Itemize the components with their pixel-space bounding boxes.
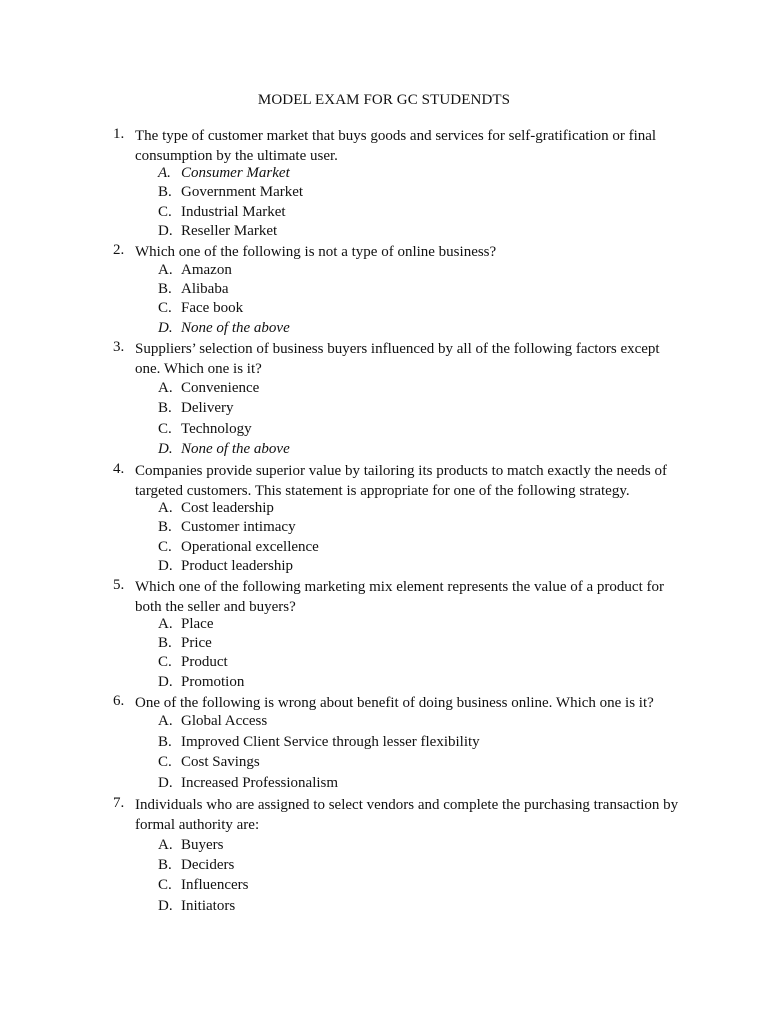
option-2c: [0, 300, 768, 320]
option-letter: C.: [158, 754, 172, 770]
question-number: 5.: [113, 577, 125, 593]
option-text: Deciders: [181, 857, 235, 873]
option-letter: D.: [158, 320, 173, 336]
question-number: 6.: [113, 693, 125, 709]
option-6d: [0, 775, 768, 795]
option-5b: [0, 635, 768, 655]
option-text: None of the above: [181, 441, 290, 457]
option-7b: [0, 857, 768, 877]
option-letter: A.: [158, 713, 173, 729]
option-5a: [0, 616, 768, 636]
option-3b: [0, 400, 768, 420]
option-6a: [0, 713, 768, 733]
option-letter: D.: [158, 558, 173, 574]
question-number: 3.: [113, 339, 125, 355]
option-5d: [0, 674, 768, 694]
option-text: Influencers: [181, 877, 249, 893]
option-6b: [0, 734, 768, 754]
option-letter: A.: [158, 500, 173, 516]
option-letter: D.: [158, 898, 173, 914]
option-1d: [0, 223, 768, 243]
page-title: MODEL EXAM FOR GC STUDENDTS: [257, 92, 511, 108]
option-text: Delivery: [181, 400, 234, 416]
option-text: Reseller Market: [181, 223, 278, 239]
option-text: Promotion: [181, 674, 245, 690]
option-text: Product leadership: [181, 558, 294, 574]
question-number: 7.: [113, 795, 125, 811]
option-text: Consumer Market: [181, 165, 290, 181]
question-text: Companies provide superior value by tailoring its products to match exactly the needs of targeted customers. This statement is appropriate for one of the following strategy.: [135, 463, 667, 499]
option-text: Convenience: [181, 380, 260, 396]
option-1a: [0, 165, 768, 185]
option-text: Place: [181, 616, 214, 632]
option-letter: B.: [158, 734, 172, 750]
option-text: Operational excellence: [181, 539, 319, 555]
option-text: Industrial Market: [181, 204, 286, 220]
option-text: Global Access: [181, 713, 268, 729]
option-text: Government Market: [181, 184, 304, 200]
option-text: Improved Client Service through lesser flexibility: [181, 734, 480, 750]
option-text: Cost Savings: [181, 754, 260, 770]
option-5c: [0, 654, 768, 674]
option-text: Buyers: [181, 837, 224, 853]
option-2a: [0, 262, 768, 282]
option-text: Amazon: [181, 262, 232, 278]
question-number: 2.: [113, 242, 125, 258]
option-letter: A.: [158, 837, 173, 853]
question-text: The type of customer market that buys goods and services for self-gratification or final consumption by the ultimate user.: [135, 128, 657, 164]
question-text: One of the following is wrong about benefit of doing business online. Which one is it?: [135, 695, 654, 711]
option-letter: B.: [158, 184, 172, 200]
option-text: Product: [181, 654, 228, 670]
option-4d: [0, 558, 768, 578]
option-7d: [0, 898, 768, 918]
option-4b: [0, 519, 768, 539]
option-4c: [0, 539, 768, 559]
option-7c: [0, 877, 768, 897]
option-letter: B.: [158, 281, 172, 297]
option-text: Price: [181, 635, 212, 651]
option-1c: [0, 204, 768, 224]
question-number: 4.: [113, 461, 125, 477]
option-letter: A.: [158, 616, 173, 632]
question-text: Suppliers’ selection of business buyers influenced by all of the following factors except one. Which one is it?: [135, 341, 660, 377]
option-letter: D.: [158, 775, 173, 791]
option-letter: D.: [158, 223, 173, 239]
option-letter: C.: [158, 421, 172, 437]
option-letter: C.: [158, 654, 172, 670]
option-6c: [0, 754, 768, 774]
option-letter: C.: [158, 539, 172, 555]
option-3d: [0, 441, 768, 461]
option-text: Alibaba: [181, 281, 229, 297]
option-3a: [0, 380, 768, 400]
option-text: Cost leadership: [181, 500, 274, 516]
option-text: Technology: [181, 421, 252, 437]
option-letter: D.: [158, 674, 173, 690]
option-3c: [0, 421, 768, 441]
option-1b: [0, 184, 768, 204]
option-letter: B.: [158, 857, 172, 873]
option-letter: C.: [158, 300, 172, 316]
option-letter: C.: [158, 877, 172, 893]
option-7a: [0, 837, 768, 857]
option-letter: B.: [158, 635, 172, 651]
option-letter: A.: [158, 380, 173, 396]
question-text: Which one of the following is not a type of online business?: [135, 244, 497, 260]
option-letter: A.: [158, 262, 173, 278]
option-text: Increased Professionalism: [181, 775, 339, 791]
question-text: Individuals who are assigned to select vendors and complete the purchasing transaction by formal authority are:: [135, 797, 679, 833]
option-2b: [0, 281, 768, 301]
option-2d: [0, 320, 768, 340]
option-letter: D.: [158, 441, 173, 457]
option-letter: B.: [158, 400, 172, 416]
option-letter: A.: [158, 165, 171, 181]
option-text: None of the above: [181, 320, 290, 336]
option-letter: C.: [158, 204, 172, 220]
question-text: Which one of the following marketing mix element represents the value of a product for both the seller and buyers?: [135, 579, 664, 615]
option-4a: [0, 500, 768, 520]
option-letter: B.: [158, 519, 172, 535]
option-text: Face book: [181, 300, 244, 316]
option-text: Customer intimacy: [181, 519, 296, 535]
question-number: 1.: [113, 126, 125, 142]
option-text: Initiators: [181, 898, 236, 914]
